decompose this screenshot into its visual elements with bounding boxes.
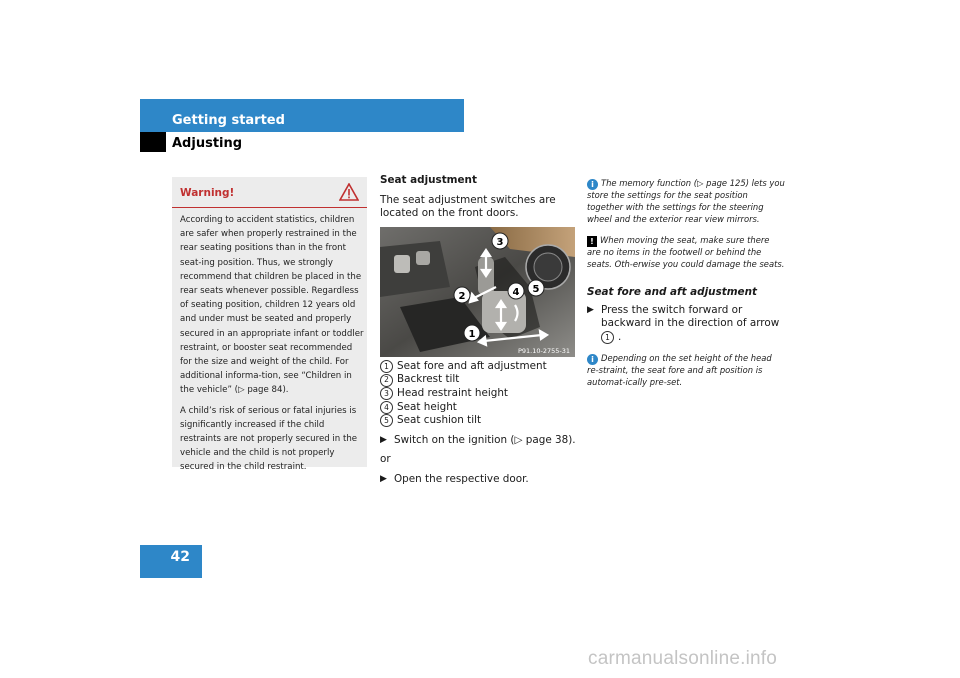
info-note-text: Depending on the set height of the head re-straint, the seat fore and aft position is automat-ically pre-set. xyxy=(587,352,772,387)
svg-text:5: 5 xyxy=(532,283,540,295)
fore-aft-title: Seat fore and aft adjustment xyxy=(587,285,757,298)
number-badge: 4 xyxy=(380,401,393,414)
bullet-arrow-icon: ▶ xyxy=(380,473,387,484)
watermark: carmanualsonline.info xyxy=(588,648,778,669)
instruction-step xyxy=(587,304,785,345)
legend-item xyxy=(380,373,578,387)
or-text: or xyxy=(380,453,391,466)
info-note-text: The memory function (▷ page 125) lets you store the settings for the seat position together with the settings for the steering wheel and the exterior rear view mirrors. xyxy=(587,178,785,224)
number-badge: 1 xyxy=(380,360,393,373)
warning-paragraph: According to accident statistics, children are safer when properly restrained in the rear seating positions than in the front seat-ing position. Thus, we strongly recommend that children be placed in the rear seats whenever possible. Regardless of seating position, children 12 years old and under must be seated and properly secured in an appropriate infant or toddler restraint, or booster seat recommended for the size and weight of the child. For additional informa-tion, see “Children in the vehicle” (▷ page 84). xyxy=(180,215,364,396)
instruction-text: Press the switch forward or backward in the direction of arrow 1 . xyxy=(601,303,780,343)
legend-item xyxy=(380,414,578,428)
warning-triangle-icon xyxy=(339,183,359,201)
page-number: 42 xyxy=(140,545,202,578)
caution-note xyxy=(587,235,785,271)
number-badge: 5 xyxy=(380,414,393,427)
legend-item xyxy=(380,360,578,374)
bullet-arrow-icon: ▶ xyxy=(380,434,387,445)
section-marker xyxy=(140,132,166,152)
legend-item xyxy=(380,401,578,415)
callout-marker-5 xyxy=(528,280,544,296)
callout-marker-1 xyxy=(464,325,480,341)
photo-code: P91.10-2755-31 xyxy=(517,346,570,355)
instruction-text: Open the respective door. xyxy=(394,472,529,485)
number-badge: 2 xyxy=(380,374,393,387)
seat-adjustment-title: Seat adjustment xyxy=(380,174,477,186)
exclamation-icon: ! xyxy=(587,236,597,247)
warning-header xyxy=(172,177,367,208)
instruction-step xyxy=(380,434,578,448)
bullet-arrow-icon: ▶ xyxy=(587,304,594,315)
seat-switch-photo xyxy=(380,227,575,357)
warning-body xyxy=(180,213,364,481)
callout-marker-3 xyxy=(492,233,508,249)
seat-adjustment-intro: The seat adjustment switches are located on the front doors. xyxy=(380,193,556,220)
warning-label: Warning! xyxy=(180,187,235,199)
svg-text:1: 1 xyxy=(468,328,476,340)
number-badge: 3 xyxy=(380,387,393,400)
legend-text: Backrest tilt xyxy=(397,373,460,386)
callout-marker-4 xyxy=(508,283,524,299)
page-subtitle: Adjusting xyxy=(172,136,243,151)
notes-column xyxy=(587,178,785,398)
number-badge: 1 xyxy=(601,331,614,344)
svg-text:2: 2 xyxy=(458,290,466,302)
legend-text: Seat cushion tilt xyxy=(397,414,482,427)
svg-text:4: 4 xyxy=(512,286,520,298)
instruction-text: Switch on the ignition (▷ page 38). xyxy=(394,433,576,446)
warning-paragraph: A child’s risk of serious or fatal injuries is significantly increased if the child restraints are not properly secured in the vehicle and the child is not properly secured in the child restraint. xyxy=(180,405,358,473)
info-icon: i xyxy=(587,179,598,190)
legend-text: Head restraint height xyxy=(397,386,509,399)
legend-item xyxy=(380,387,578,401)
instruction-text-body: Press the switch forward or backward in the direction of arrow xyxy=(601,303,780,330)
legend-list xyxy=(380,360,578,428)
info-note xyxy=(587,353,785,389)
caution-note-text: When moving the seat, make sure there are no items in the footwell or behind the seats. Oth-erwise you could damage the seats. xyxy=(587,234,785,269)
info-note xyxy=(587,178,785,226)
section-title: Getting started xyxy=(172,113,285,128)
legend-text: Seat fore and aft adjustment xyxy=(397,359,547,372)
info-icon: i xyxy=(587,354,598,365)
instruction-step xyxy=(380,473,578,487)
warning-box xyxy=(172,177,367,473)
legend-text: Seat height xyxy=(397,400,457,413)
seat-adjustment-section xyxy=(380,174,578,487)
callout-marker-2 xyxy=(454,287,470,303)
svg-text:3: 3 xyxy=(496,236,504,248)
